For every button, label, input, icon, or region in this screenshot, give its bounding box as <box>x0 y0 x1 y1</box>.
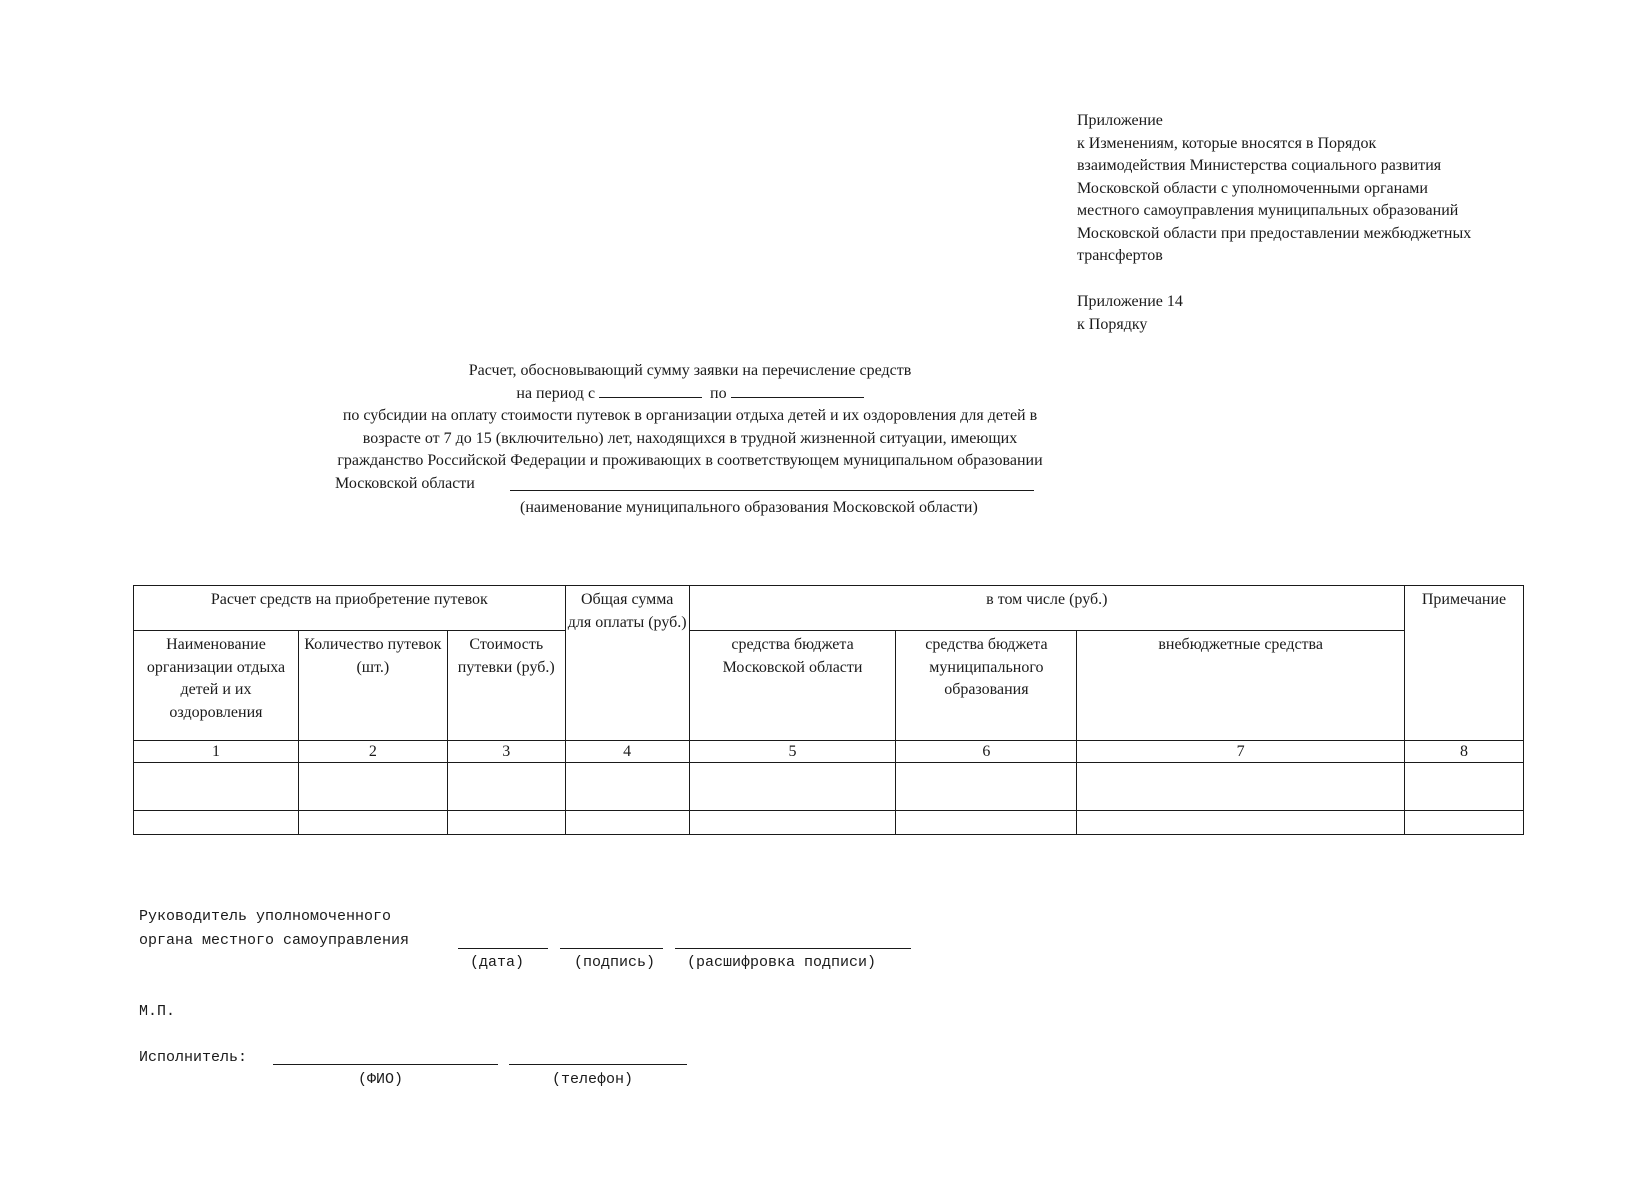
table-cell[interactable] <box>298 811 447 835</box>
table-cell[interactable] <box>134 763 299 811</box>
column-number: 4 <box>565 741 689 763</box>
period-to-label: по <box>710 384 727 402</box>
header-total: Общая сумма для оплаты (руб.) <box>565 586 689 741</box>
header-price: Стоимость путевки (руб.) <box>447 631 565 741</box>
table-row <box>134 811 1524 835</box>
period-from-label: на период с <box>516 384 596 402</box>
table-cell[interactable] <box>565 811 689 835</box>
appendix-14-header <box>1077 291 1183 336</box>
title-line-5: гражданство Российской Федерации и проживающих в соответствующем муниципальном образовании <box>337 452 1043 469</box>
table-cell[interactable] <box>134 811 299 835</box>
municipality-caption: (наименование муниципального образования Московской области) <box>520 499 978 516</box>
date-caption: (дата) <box>470 954 525 971</box>
fio-caption: (ФИО) <box>358 1071 404 1088</box>
table-cell[interactable] <box>447 811 565 835</box>
phone-caption: (телефон) <box>552 1071 634 1088</box>
table-cell[interactable] <box>1077 763 1405 811</box>
period-from-field[interactable] <box>599 383 702 398</box>
appendix-line: Приложение <box>1077 112 1163 129</box>
signature-caption: (подпись) <box>574 954 656 971</box>
head-title-line-2: органа местного самоуправления <box>139 932 410 949</box>
table-row <box>134 763 1524 811</box>
table-cell[interactable] <box>1405 811 1524 835</box>
table-cell[interactable] <box>689 811 896 835</box>
column-number: 8 <box>1405 741 1524 763</box>
header-region-budget: средства бюджета Московской области <box>689 631 896 741</box>
appendix-14-sub: к Порядку <box>1077 315 1148 333</box>
period-line <box>290 383 1090 406</box>
column-number: 5 <box>689 741 896 763</box>
table-cell[interactable] <box>298 763 447 811</box>
appendix-line: к Изменениям, которые вносятся в Порядок <box>1077 134 1377 152</box>
appendix-line: Московской области при предоставлении межбюджетных <box>1077 224 1472 242</box>
column-number: 1 <box>134 741 299 763</box>
executor-name-field[interactable] <box>273 1064 498 1065</box>
header-calc-group: Расчет средств на приобретение путевок <box>134 586 566 631</box>
head-title-line-1: Руководитель уполномоченного <box>139 908 392 925</box>
header-note: Примечание <box>1405 586 1524 741</box>
column-number: 7 <box>1077 741 1405 763</box>
appendix-line: трансфертов <box>1077 247 1163 264</box>
stamp-label: М.П. <box>139 1003 176 1020</box>
table-header-row <box>134 586 1524 631</box>
signature-decode-field[interactable] <box>675 948 911 949</box>
column-number: 2 <box>298 741 447 763</box>
header-quantity: Количество путевок (шт.) <box>298 631 447 741</box>
appendix-line: Московской области с уполномоченными органами <box>1077 179 1428 197</box>
table-cell[interactable] <box>896 811 1077 835</box>
table-cell[interactable] <box>1405 763 1524 811</box>
date-field[interactable] <box>458 948 548 949</box>
executor-phone-field[interactable] <box>509 1064 687 1065</box>
header-organization: Наименование организации отдыха детей и их оздоровления <box>134 631 299 741</box>
title-line-1: Расчет, обосновывающий сумму заявки на перечисление средств <box>468 362 912 379</box>
table-cell[interactable] <box>689 763 896 811</box>
column-number-row <box>134 741 1524 763</box>
signature-decode-caption: (расшифровка подписи) <box>687 954 877 971</box>
header-including-group: в том числе (руб.) <box>689 586 1404 631</box>
column-number: 6 <box>896 741 1077 763</box>
signature-field[interactable] <box>560 948 663 949</box>
table-cell[interactable] <box>1077 811 1405 835</box>
table-cell[interactable] <box>447 763 565 811</box>
region-label: Московской области <box>335 474 475 492</box>
table-cell[interactable] <box>565 763 689 811</box>
period-to-field[interactable] <box>731 383 864 398</box>
region-row <box>290 473 1090 496</box>
calculation-table <box>133 585 1524 835</box>
appendix-line: взаимодействия Министерства социального развития <box>1077 157 1442 174</box>
executor-label: Исполнитель: <box>139 1049 248 1066</box>
header-extrabudgetary: внебюджетные средства <box>1077 631 1405 741</box>
appendix-14-title: Приложение 14 <box>1077 293 1183 310</box>
table-subheader-row <box>134 631 1524 741</box>
title-line-3: по субсидии на оплату стоимости путевок в организации отдыха детей и их оздоровления для детей в <box>342 407 1038 424</box>
appendix-line: местного самоуправления муниципальных образований <box>1077 202 1459 219</box>
appendix-header <box>1077 110 1597 268</box>
header-municipal-budget: средства бюджета муниципального образования <box>896 631 1077 741</box>
municipality-field[interactable] <box>510 490 1034 491</box>
column-number: 3 <box>447 741 565 763</box>
document-title <box>290 360 1090 495</box>
title-line-4: возрасте от 7 до 15 (включительно) лет, находящихся в трудной жизненной ситуации, имеющих <box>362 429 1018 447</box>
table-cell[interactable] <box>896 763 1077 811</box>
